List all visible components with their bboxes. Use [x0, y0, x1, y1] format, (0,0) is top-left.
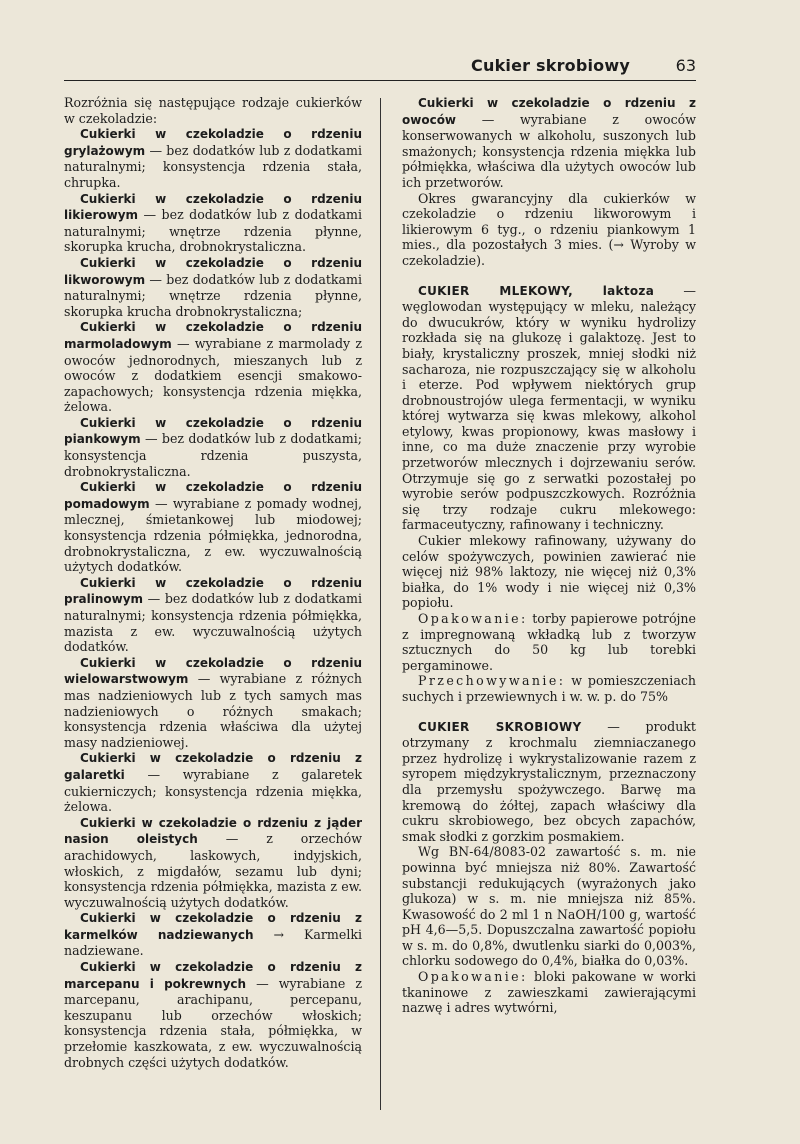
entry-term: Cukierki w czekoladzie o rdzeniu grylażowym [64, 127, 362, 158]
entry-headword: CUKIER MLEKOWY, laktoza [418, 283, 655, 298]
storage-label: Przechowywanie: [418, 673, 566, 689]
intro-paragraph: Rozróżnia się następujące rodzaje cukierków w czekoladzie: [64, 95, 362, 126]
entry-text: — wyrabiane z owoców konserwowanych w alkoholu, suszonych lub smażonych; konsystencja rdzenia miękka lub półmiękka, właściwa dla użytych owoców lub ich przetworów. [402, 111, 696, 190]
entry-paragraph [64, 255, 362, 319]
milk-sugar-storage [402, 673, 696, 704]
entry-term: Cukierki w czekoladzie o rdzeniu marmoladowym [64, 320, 362, 351]
entry-term: Cukierki w czekoladzie o rdzeniu piankowym [64, 415, 362, 447]
entry-text: — bez dodatków lub z dodatkami; konsystencja rdzenia puszysta, drobnokrystaliczna. [64, 431, 362, 479]
packaging-text: bloki pakowane w worki tkaninowe z zawieszkami zawierającymi nazwę i adres wytwórni, [402, 969, 696, 1016]
entry-starch-sugar [402, 719, 696, 845]
entry-term: Cukierki w czekoladzie o rdzeniu likworowym [64, 255, 362, 287]
entry-term: Cukierki w czekoladzie o rdzeniu wielowarstwowym [64, 655, 362, 687]
left-column [64, 95, 362, 1070]
entry-term: Cukierki w czekoladzie o rdzeniu pomadowym [64, 480, 362, 511]
entry-text: — z orzechów arachidowych, laskowych, indyjskich, włoskich, z migdałów, sezamu lub dyni; konsystencja rdzenia półmiękka, mazista z ew. wyczuwalnością użytych dodatków. [64, 831, 362, 910]
entry-term: Cukierki w czekoladzie o rdzeniu z owoców [402, 96, 696, 127]
starch-sugar-spec: Wg BN-64/8083-02 zawartość s. m. nie powinna być mniejsza niż 80%. Zawartość substancji redukujących (wyrażonych jako glukoza) w s. m. nie mniejsza niż 85%. Kwasowość do 2 ml 1 n NaOH/100 g, wartość pH 4,6—5,5. Dopuszczalna zawartość popiołu w s. m. do 0,8%, dwutlenku siarki do 0,003%, chlorku sodowego do 0,4%, białka do 0,03%. [402, 844, 696, 969]
storage-text: w pomieszczeniach suchych i przewiewnych i w. w. p. do 75% [402, 673, 696, 704]
entry-paragraph [64, 655, 362, 751]
column-divider [380, 98, 381, 1110]
entry-fruit [402, 95, 696, 191]
entry-milk-sugar [402, 283, 696, 534]
entry-paragraph [64, 910, 362, 959]
entry-paragraph [64, 479, 362, 575]
entry-paragraph [64, 575, 362, 655]
packaging-label: Opakowanie: [418, 611, 528, 626]
entry-term: Cukierki w czekoladzie o rdzeniu z karmelków nadziewanych [64, 911, 362, 942]
starch-sugar-packaging [402, 969, 696, 1016]
entry-paragraph [64, 319, 362, 415]
entry-paragraph [64, 415, 362, 479]
entry-text: — wyrabiane z marcepanu, arachipanu, percepanu, keszupanu lub orzechów włoskich; konsystencja rdzenia stała, półmiękka, w przełomie kaszkowata, z ew. wyczuwalnością drobnych części użytych dodatków. [64, 975, 362, 1070]
entry-headword: CUKIER SKROBIOWY [418, 719, 582, 734]
entry-paragraph [64, 191, 362, 255]
entry-paragraph [64, 815, 362, 911]
entry-text: — bez dodatków lub z dodatkami naturalnymi; konsystencja rdzenia półmiękka, mazista z ew. wyczuwalnością użytych dodatków. [64, 591, 362, 655]
entry-text: → Karmelki nadziewane. [64, 926, 363, 959]
right-column [402, 95, 696, 1016]
entry-paragraph [64, 750, 362, 814]
page-number: 63 [675, 56, 696, 75]
entry-text: — bez dodatków lub z dodatkami naturalnymi; wnętrze rdzenia płynne, skorupka krucha, drobnokrystaliczna. [64, 207, 362, 255]
packaging-label: Opakowanie: [418, 969, 528, 985]
milk-sugar-refined: Cukier mlekowy rafinowany, używany do celów spożywczych, powinien zawierać nie więcej niż 98% laktozy, nie więcej niż 0,3% białka, do 1% wody i nie więcej niż 0,3% popiołu. [402, 533, 696, 611]
warranty-paragraph: Okres gwarancyjny dla cukierków w czekoladzie o rdzeniu likworowym i likierowym 6 tyg., o rdzeniu piankowym 1 mies., dla pozostałych 3 mies. (→ Wyroby w czekoladzie). [402, 190, 696, 268]
running-title: Cukier skrobiowy [471, 56, 630, 75]
entry-term: Cukierki w czekoladzie o rdzeniu z jąder nasion oleistych [64, 815, 362, 847]
entry-term: Cukierki w czekoladzie o rdzeniu pralinowym [64, 575, 362, 607]
entry-term: Cukierki w czekoladzie o rdzeniu likierowym [64, 191, 362, 223]
page-header [64, 54, 696, 81]
entry-paragraph [64, 126, 362, 190]
entry-text: — wyrabiane z marmolady z owoców jednorodnych, mieszanych lub z owoców z dodatkiem esencji smakowo-zapachowych; konsystencja rdzenia miękka, żelowa. [64, 335, 362, 415]
entry-text: — bez dodatków lub z dodatkami naturalnymi; konsystencja rdzenia stała, chrupka. [64, 142, 362, 190]
entry-term: Cukierki w czekoladzie o rdzeniu z marcepanu i pokrewnych [64, 960, 362, 991]
entry-text: — wyrabiane z galaretek cukierniczych; konsystencja rdzenia miękka, żelowa. [64, 766, 362, 815]
entry-text: — produkt otrzymany z krochmalu ziemniaczanego przez hydrolizę i wykrystalizowanie razem z syropem międzykrystalicznym, przeznaczony dla przemysłu spożywczego. Barwę ma kremową do żółtej, zapach właściwy dla cukru skrobiowego, bez obcych zapachów, smak słodki z gorzkim posmakiem. [402, 718, 696, 844]
entry-text: — węglowodan występujący w mleku, należący do dwucukrów, który w wyniku hydrolizy rozkłada się na glukozę i galaktozę. Jest to biały, krystaliczny proszek, mniej słodki niż sacharoza, nie rozpuszczający się w alkoholu i eterze. Pod wpływem niektórych grup drobnoustrojów ulega fermentacji, w wyniku której wytwarza się kwas mlekowy, alkohol etylowy, kwas propionowy, kwas masłowy i inne, co ma duże znaczenie przy wyrobie przetworów mlecznych i dojrzewaniu serów. Otrzymuje się go z serwatki pozostałej po wyrobie serów podpuszczkowych. Rozróżnia się trzy rodzaje cukru mlekowego: farmaceutyczny, rafinowany i techniczny. [402, 282, 696, 533]
entry-term: Cukierki w czekoladzie o rdzeniu z galaretki [64, 751, 362, 782]
milk-sugar-packaging [402, 611, 696, 673]
entry-text: — wyrabiane z pomady wodnej, mlecznej, śmietankowej lub miodowej; konsystencja rdzenia półmiękka, jednorodna, drobnokrystaliczna, z ew. wyczuwalnością użytych dodatków. [64, 495, 362, 575]
entry-text: — wyrabiane z różnych mas nadzieniowych lub z tych samych mas nadzieniowych o różnych smakach; konsystencja rdzenia właściwa dla użytej masy nadzieniowej. [64, 671, 362, 750]
packaging-text: torby papierowe potrójne z impregnowaną wkładką lub z tworzyw sztucznych do 50 kg lub torebki pergaminowe. [402, 611, 696, 673]
entry-list [64, 126, 362, 1070]
entry-paragraph [64, 959, 362, 1070]
entry-text: — bez dodatków lub z dodatkami naturalnymi; wnętrze rdzenia płynne, skorupka krucha drobnokrystaliczna; [64, 271, 362, 319]
